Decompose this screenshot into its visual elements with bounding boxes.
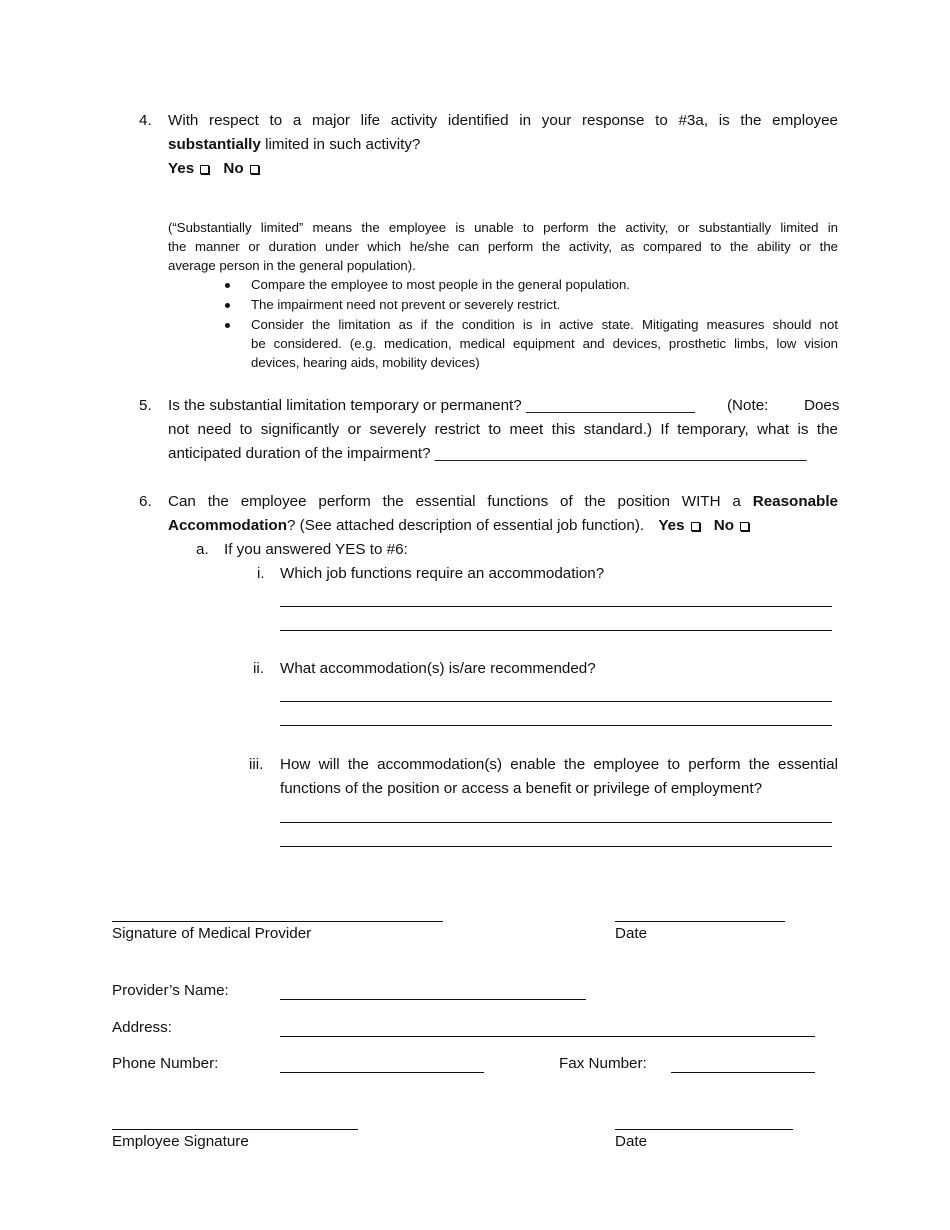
q6-i-answer-line-1[interactable] (280, 606, 832, 607)
q4-bullet-1: Compare the employee to most people in the general population. (251, 277, 631, 292)
employee-signature-label: Employee Signature (112, 1133, 249, 1150)
employee-date-line[interactable] (615, 1129, 793, 1130)
address-field[interactable] (280, 1036, 815, 1037)
q5-text-line3 (168, 445, 806, 462)
provider-date-label: Date (615, 925, 648, 942)
provider-signature-label: Signature of Medical Provider (112, 925, 312, 942)
q6-ii-text: What accommodation(s) is/are recommended? (280, 660, 596, 677)
q6-iii-answer-line-1[interactable] (280, 822, 832, 823)
bullet-dot (225, 323, 230, 328)
q4-note-line2: the manner or duration under which he/she can perform the activity, as compared to the ability or the (168, 239, 838, 254)
q5-duration-question: anticipated duration of the impairment? (168, 445, 431, 462)
fax-label: Fax Number: (559, 1055, 647, 1072)
address-label: Address: (112, 1019, 172, 1036)
employee-signature-line[interactable] (112, 1129, 358, 1130)
q6-number: 6. (139, 493, 152, 510)
q5-note-label: (Note: (727, 397, 769, 414)
q6-bold-reasonable: Reasonable (752, 493, 838, 510)
bullet-dot (225, 303, 230, 308)
q6-iii-text-line2: functions of the position or access a benefit or privilege of employment? (280, 780, 763, 797)
q5-does-word: Does (804, 397, 840, 414)
q5-number: 5. (139, 397, 152, 414)
q6-ii-label: ii. (253, 660, 264, 677)
q6-iii-label: iii. (249, 756, 264, 773)
q4-no-label: No (223, 160, 244, 177)
q6-text-line2 (168, 517, 749, 534)
q5-duration-field[interactable]: ____________________________________________ (434, 445, 807, 462)
q4-text-line1: With respect to a major life activity identified in your response to #3a, is the employee (168, 112, 838, 129)
q4-bold-word: substantially (168, 136, 261, 153)
q6-iii-answer-line-2[interactable] (280, 846, 832, 847)
q4-note-line1: (“Substantially limited” means the employee is unable to perform the activity, or substantially limited in (168, 220, 838, 235)
q6-text-line1 (168, 493, 838, 510)
phone-label: Phone Number: (112, 1055, 219, 1072)
bullet-dot (225, 283, 230, 288)
q6-a-label: a. (196, 541, 209, 558)
q4-bullet-3-line2: be considered. (e.g. medication, medical equipment and devices, prosthetic limbs, low vision (251, 336, 838, 351)
q6-yes-checkbox[interactable] (691, 522, 700, 531)
q6-text-line2-rest: ? (See attached description of essential job function). (286, 517, 645, 534)
q6-iii-text-line1: How will the accommodation(s) enable the employee to perform the essential (280, 756, 838, 773)
q4-yes-label: Yes (168, 160, 195, 177)
q4-bullet-3: Consider the limitation as if the condition is in active state. Mitigating measures should not (251, 317, 838, 332)
provider-name-label: Provider’s Name: (112, 982, 229, 999)
q6-no-checkbox[interactable] (740, 522, 749, 531)
q6-bold-accommodation: Accommodation (168, 517, 287, 534)
q4-number: 4. (139, 112, 152, 129)
q4-answer-row (168, 160, 259, 177)
q6-ii-answer-line-1[interactable] (280, 701, 832, 702)
phone-field[interactable] (280, 1072, 484, 1073)
q6-i-label: i. (257, 565, 265, 582)
q5-text-line2: not need to significantly or severely restrict to meet this standard.) If temporary, what is the (168, 421, 838, 438)
q5-question-text: Is the substantial limitation temporary or permanent? (168, 397, 522, 414)
q6-ii-answer-line-2[interactable] (280, 725, 832, 726)
q4-yes-checkbox[interactable] (200, 165, 209, 174)
employee-date-label: Date (615, 1133, 648, 1150)
provider-date-line[interactable] (615, 921, 785, 922)
q6-i-text: Which job functions require an accommodation? (280, 565, 605, 582)
q6-no-label: No (713, 517, 735, 534)
q4-no-checkbox[interactable] (250, 165, 259, 174)
q4-note-line3: average person in the general population). (168, 258, 416, 273)
q6-yes-label: Yes (658, 517, 685, 534)
q6-question-text: Can the employee perform the essential functions of the position WITH a (168, 493, 741, 510)
q6-i-answer-line-2[interactable] (280, 630, 832, 631)
q6-a-text: If you answered YES to #6: (224, 541, 408, 558)
q5-temporary-permanent-field[interactable]: ____________________ (525, 397, 695, 414)
fax-field[interactable] (671, 1072, 815, 1073)
q4-bullet-3-line3: devices, hearing aids, mobility devices) (251, 355, 480, 370)
q4-text-line2 (168, 136, 420, 153)
q4-bullet-2: The impairment need not prevent or severely restrict. (251, 297, 561, 312)
provider-name-field[interactable] (280, 999, 586, 1000)
q4-text-line2-rest: limited in such activity? (260, 136, 421, 153)
provider-signature-line[interactable] (112, 921, 443, 922)
q5-text-line1 (168, 397, 695, 414)
